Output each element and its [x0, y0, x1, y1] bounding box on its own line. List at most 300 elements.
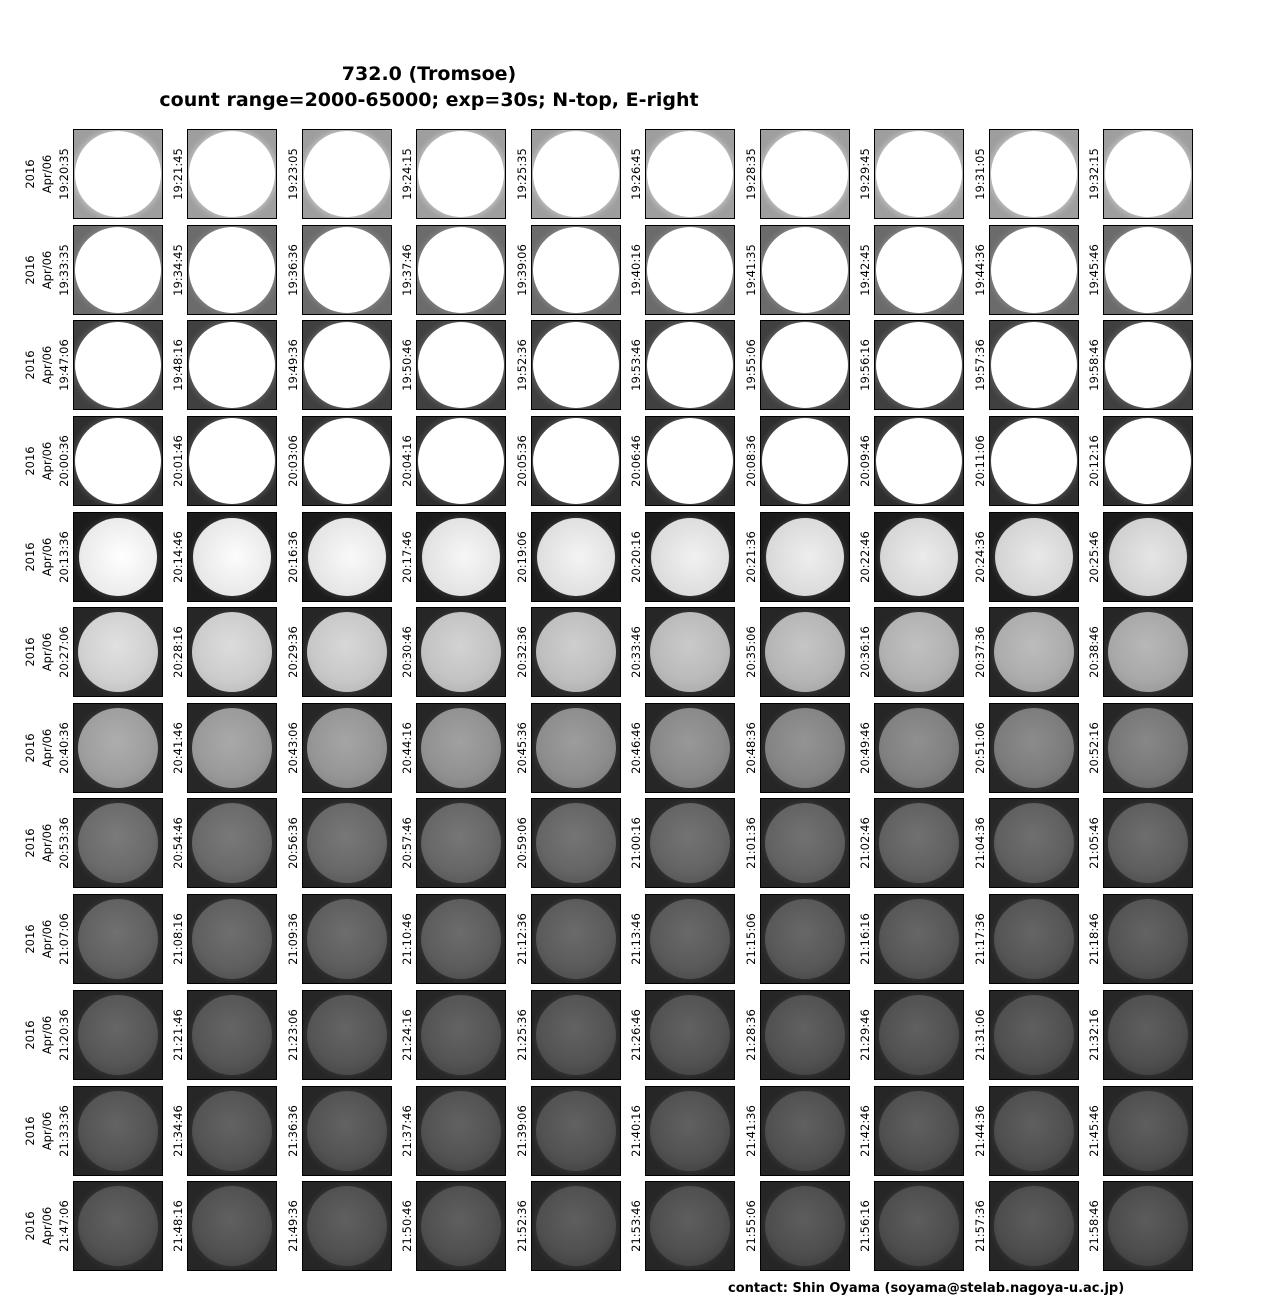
allsky-image [73, 607, 163, 697]
allsky-image [73, 416, 163, 506]
time-label: 19:48:16 [171, 339, 185, 391]
sky-disc [307, 995, 387, 1075]
time-label: 21:18:46 [1087, 913, 1101, 965]
time-label: 21:01:36 [744, 817, 758, 869]
time-label: 20:41:46 [171, 722, 185, 774]
sky-disc [189, 322, 275, 408]
allsky-image [416, 703, 506, 793]
time-label: 20:59:06 [515, 817, 529, 869]
allsky-image [874, 416, 964, 506]
allsky-image [302, 1181, 392, 1271]
allsky-image [989, 1086, 1079, 1176]
allsky-image [989, 129, 1079, 219]
time-label: 19:33:35 [57, 244, 71, 296]
sky-disc [647, 227, 733, 313]
time-label: 21:28:36 [744, 1009, 758, 1061]
contact-footer: contact: Shin Oyama (soyama@stelab.nagoya-u.ac.jp) [728, 1281, 1125, 1296]
time-label: 20:35:06 [744, 626, 758, 678]
allsky-image [73, 990, 163, 1080]
allsky-image [874, 320, 964, 410]
sky-disc [307, 1091, 387, 1171]
allsky-image [1103, 894, 1193, 984]
allsky-image [874, 607, 964, 697]
sky-disc [78, 1186, 158, 1266]
allsky-image [760, 607, 850, 697]
sky-disc [307, 612, 387, 692]
allsky-image [531, 990, 621, 1080]
time-label: 20:45:36 [515, 722, 529, 774]
time-label: 21:21:46 [171, 1009, 185, 1061]
sky-disc [79, 518, 157, 596]
sky-disc [421, 995, 501, 1075]
sky-disc [762, 227, 848, 313]
allsky-image [760, 225, 850, 315]
allsky-image [187, 129, 277, 219]
allsky-image [1103, 798, 1193, 888]
sky-disc [1108, 1091, 1188, 1171]
date-label: Apr/06 [40, 728, 54, 768]
time-label: 20:27:06 [57, 626, 71, 678]
sky-disc [78, 995, 158, 1075]
sky-disc [991, 418, 1077, 504]
year-label: 2016 [23, 255, 37, 285]
allsky-image [73, 512, 163, 602]
allsky-image [302, 225, 392, 315]
allsky-image [874, 990, 964, 1080]
allsky-image [874, 129, 964, 219]
sky-disc [307, 899, 387, 979]
allsky-image [73, 1086, 163, 1176]
year-label: 2016 [23, 542, 37, 572]
allsky-image [531, 798, 621, 888]
allsky-image [760, 894, 850, 984]
time-label: 21:49:36 [286, 1200, 300, 1252]
sky-disc [192, 803, 272, 883]
time-label: 21:32:16 [1087, 1009, 1101, 1061]
allsky-image [989, 225, 1079, 315]
allsky-image [874, 703, 964, 793]
sky-disc [994, 1186, 1074, 1266]
time-label: 20:56:36 [286, 817, 300, 869]
sky-disc [1108, 995, 1188, 1075]
sky-disc [651, 518, 729, 596]
allsky-image [73, 320, 163, 410]
date-label: Apr/06 [40, 1015, 54, 1055]
sky-disc [192, 1091, 272, 1171]
allsky-image [1103, 990, 1193, 1080]
sky-disc [765, 1186, 845, 1266]
sky-disc [1108, 899, 1188, 979]
allsky-image [645, 1086, 735, 1176]
sky-disc [994, 899, 1074, 979]
sky-disc [536, 995, 616, 1075]
year-label: 2016 [23, 446, 37, 476]
allsky-image [73, 1181, 163, 1271]
time-label: 21:33:36 [57, 1105, 71, 1157]
time-label: 21:48:16 [171, 1200, 185, 1252]
date-label: Apr/06 [40, 250, 54, 290]
time-label: 19:28:35 [744, 148, 758, 200]
sky-disc [879, 995, 959, 1075]
sky-disc [880, 518, 958, 596]
allsky-image [760, 416, 850, 506]
sky-disc [1108, 1186, 1188, 1266]
allsky-image [187, 416, 277, 506]
sky-disc [75, 227, 161, 313]
allsky-image [302, 512, 392, 602]
time-label: 21:20:36 [57, 1009, 71, 1061]
allsky-image [760, 990, 850, 1080]
time-label: 20:37:36 [973, 626, 987, 678]
time-label: 20:04:16 [400, 435, 414, 487]
time-label: 20:16:36 [286, 531, 300, 583]
sky-disc [533, 227, 619, 313]
sky-disc [307, 1186, 387, 1266]
sky-disc [650, 708, 730, 788]
time-label: 20:21:36 [744, 531, 758, 583]
time-label: 21:05:46 [1087, 817, 1101, 869]
allsky-image [187, 320, 277, 410]
allsky-image [645, 416, 735, 506]
allsky-image [989, 320, 1079, 410]
sky-disc [192, 995, 272, 1075]
sky-disc [650, 803, 730, 883]
sky-disc [762, 322, 848, 408]
sky-disc [308, 518, 386, 596]
sky-disc [994, 1091, 1074, 1171]
sky-disc [75, 418, 161, 504]
time-label: 20:48:36 [744, 722, 758, 774]
time-label: 19:32:15 [1087, 148, 1101, 200]
allsky-image [1103, 703, 1193, 793]
date-label: Apr/06 [40, 823, 54, 863]
time-label: 21:17:36 [973, 913, 987, 965]
allsky-image [73, 225, 163, 315]
time-label: 20:43:06 [286, 722, 300, 774]
time-label: 19:45:46 [1087, 244, 1101, 296]
date-label: Apr/06 [40, 1206, 54, 1246]
time-label: 20:12:16 [1087, 435, 1101, 487]
time-label: 20:30:46 [400, 626, 414, 678]
sky-disc [765, 899, 845, 979]
sky-disc [650, 612, 730, 692]
time-label: 21:12:36 [515, 913, 529, 965]
allsky-image [989, 798, 1079, 888]
time-label: 19:40:16 [629, 244, 643, 296]
sky-disc [536, 612, 616, 692]
sky-disc [994, 995, 1074, 1075]
allsky-image [416, 320, 506, 410]
sky-disc [75, 322, 161, 408]
time-label: 19:56:16 [858, 339, 872, 391]
sky-disc [762, 418, 848, 504]
allsky-image [645, 512, 735, 602]
allsky-image [302, 416, 392, 506]
time-label: 20:25:46 [1087, 531, 1101, 583]
sky-disc [994, 612, 1074, 692]
allsky-image [531, 703, 621, 793]
time-label: 20:11:06 [973, 435, 987, 487]
allsky-image [760, 512, 850, 602]
allsky-image [73, 894, 163, 984]
sky-disc [78, 708, 158, 788]
sky-disc [994, 708, 1074, 788]
year-label: 2016 [23, 828, 37, 858]
sky-disc [192, 612, 272, 692]
allsky-image [187, 1181, 277, 1271]
sky-disc [533, 322, 619, 408]
time-label: 20:08:36 [744, 435, 758, 487]
time-label: 21:55:06 [744, 1200, 758, 1252]
year-label: 2016 [23, 1020, 37, 1050]
allsky-image [416, 894, 506, 984]
allsky-image [302, 129, 392, 219]
sky-disc [192, 899, 272, 979]
time-label: 21:25:36 [515, 1009, 529, 1061]
allsky-image [187, 1086, 277, 1176]
sky-disc [647, 418, 733, 504]
sky-disc [192, 708, 272, 788]
sky-disc [650, 995, 730, 1075]
sky-disc [304, 131, 390, 217]
allsky-image [874, 225, 964, 315]
time-label: 21:29:46 [858, 1009, 872, 1061]
year-label: 2016 [23, 924, 37, 954]
time-label: 21:44:36 [973, 1105, 987, 1157]
date-label: Apr/06 [40, 919, 54, 959]
time-label: 21:31:06 [973, 1009, 987, 1061]
sky-disc [879, 1186, 959, 1266]
allsky-image [416, 512, 506, 602]
date-label: Apr/06 [40, 441, 54, 481]
time-label: 19:36:36 [286, 244, 300, 296]
sky-disc [536, 803, 616, 883]
sky-disc [421, 899, 501, 979]
sky-disc [304, 322, 390, 408]
time-label: 21:02:46 [858, 817, 872, 869]
time-label: 19:42:45 [858, 244, 872, 296]
time-label: 20:13:36 [57, 531, 71, 583]
time-label: 20:09:46 [858, 435, 872, 487]
year-label: 2016 [23, 350, 37, 380]
date-label: Apr/06 [40, 537, 54, 577]
sky-disc [650, 1186, 730, 1266]
year-label: 2016 [23, 1116, 37, 1146]
allsky-image [1103, 225, 1193, 315]
time-label: 20:36:16 [858, 626, 872, 678]
allsky-image [1103, 129, 1193, 219]
allsky-image [1103, 320, 1193, 410]
time-label: 21:07:06 [57, 913, 71, 965]
time-label: 19:49:36 [286, 339, 300, 391]
sky-disc [533, 131, 619, 217]
year-label: 2016 [23, 637, 37, 667]
time-label: 19:41:35 [744, 244, 758, 296]
time-label: 21:53:46 [629, 1200, 643, 1252]
time-label: 21:36:36 [286, 1105, 300, 1157]
allsky-image [302, 798, 392, 888]
time-label: 19:52:36 [515, 339, 529, 391]
time-label: 21:16:16 [858, 913, 872, 965]
allsky-image [645, 607, 735, 697]
sky-disc [1105, 227, 1191, 313]
time-label: 20:49:46 [858, 722, 872, 774]
sky-disc [422, 518, 500, 596]
date-label: Apr/06 [40, 154, 54, 194]
time-label: 19:37:46 [400, 244, 414, 296]
allsky-image [416, 129, 506, 219]
allsky-image [874, 1086, 964, 1176]
sky-disc [1108, 708, 1188, 788]
sky-disc [765, 708, 845, 788]
chart-title: 732.0 (Tromsoe) [341, 63, 517, 85]
sky-disc [304, 227, 390, 313]
sky-disc [418, 227, 504, 313]
time-label: 21:24:16 [400, 1009, 414, 1061]
time-label: 19:26:45 [629, 148, 643, 200]
allsky-image [531, 225, 621, 315]
time-label: 21:10:46 [400, 913, 414, 965]
time-label: 19:31:05 [973, 148, 987, 200]
allsky-image [1103, 512, 1193, 602]
date-label: Apr/06 [40, 632, 54, 672]
time-label: 21:45:46 [1087, 1105, 1101, 1157]
allsky-image [531, 894, 621, 984]
allsky-image [531, 416, 621, 506]
sky-disc [536, 1091, 616, 1171]
sky-disc [537, 518, 615, 596]
sky-disc [1105, 131, 1191, 217]
allsky-image [531, 129, 621, 219]
allsky-image [416, 798, 506, 888]
allsky-image [1103, 607, 1193, 697]
sky-disc [879, 803, 959, 883]
allsky-image [416, 990, 506, 1080]
sky-disc [536, 708, 616, 788]
sky-disc [418, 131, 504, 217]
time-label: 19:39:06 [515, 244, 529, 296]
time-label: 20:53:36 [57, 817, 71, 869]
sky-disc [650, 899, 730, 979]
time-label: 21:13:46 [629, 913, 643, 965]
allsky-image [760, 320, 850, 410]
allsky-image [416, 1181, 506, 1271]
sky-disc [533, 418, 619, 504]
chart-subtitle: count range=2000-65000; exp=30s; N-top, E-right [159, 89, 699, 111]
time-label: 21:09:36 [286, 913, 300, 965]
allsky-image [989, 607, 1079, 697]
time-label: 19:47:06 [57, 339, 71, 391]
sky-disc [995, 518, 1073, 596]
allsky-image [302, 1086, 392, 1176]
sky-disc [766, 518, 844, 596]
time-label: 20:01:46 [171, 435, 185, 487]
sky-disc [1108, 612, 1188, 692]
sky-disc [307, 708, 387, 788]
time-label: 20:24:36 [973, 531, 987, 583]
time-label: 20:29:36 [286, 626, 300, 678]
sky-disc [307, 803, 387, 883]
allsky-image [302, 320, 392, 410]
allsky-image [302, 703, 392, 793]
time-label: 19:24:15 [400, 148, 414, 200]
sky-disc [1105, 322, 1191, 408]
allsky-image [645, 798, 735, 888]
sky-disc [762, 131, 848, 217]
time-label: 19:25:35 [515, 148, 529, 200]
time-label: 20:32:36 [515, 626, 529, 678]
time-label: 20:14:46 [171, 531, 185, 583]
sky-disc [765, 612, 845, 692]
allsky-image [645, 129, 735, 219]
time-label: 20:38:46 [1087, 626, 1101, 678]
sky-disc [991, 322, 1077, 408]
time-label: 21:40:16 [629, 1105, 643, 1157]
allsky-image [531, 1181, 621, 1271]
time-label: 19:29:45 [858, 148, 872, 200]
sky-disc [421, 612, 501, 692]
time-label: 21:00:16 [629, 817, 643, 869]
allsky-image [187, 798, 277, 888]
time-label: 20:28:16 [171, 626, 185, 678]
sky-disc [78, 899, 158, 979]
time-label: 21:56:16 [858, 1200, 872, 1252]
allsky-image [73, 798, 163, 888]
time-label: 19:53:46 [629, 339, 643, 391]
allsky-image [760, 703, 850, 793]
allsky-image [187, 703, 277, 793]
allsky-image [531, 607, 621, 697]
sky-disc [421, 1091, 501, 1171]
time-label: 21:34:46 [171, 1105, 185, 1157]
sky-disc [991, 227, 1077, 313]
year-label: 2016 [23, 733, 37, 763]
sky-disc [189, 131, 275, 217]
time-label: 19:34:45 [171, 244, 185, 296]
time-label: 20:00:36 [57, 435, 71, 487]
time-label: 21:42:46 [858, 1105, 872, 1157]
sky-disc [765, 1091, 845, 1171]
date-label: Apr/06 [40, 345, 54, 385]
sky-disc [1105, 418, 1191, 504]
allsky-image [760, 1181, 850, 1271]
allsky-image [531, 512, 621, 602]
sky-disc [991, 131, 1077, 217]
sky-disc [879, 1091, 959, 1171]
time-label: 21:23:06 [286, 1009, 300, 1061]
time-label: 20:19:06 [515, 531, 529, 583]
time-label: 19:21:45 [171, 148, 185, 200]
allsky-image [1103, 416, 1193, 506]
time-label: 20:22:46 [858, 531, 872, 583]
allsky-image [187, 990, 277, 1080]
sky-disc [78, 1091, 158, 1171]
time-label: 21:26:46 [629, 1009, 643, 1061]
time-label: 20:05:36 [515, 435, 529, 487]
allsky-image [187, 225, 277, 315]
allsky-image [989, 1181, 1079, 1271]
time-label: 19:20:35 [57, 148, 71, 200]
time-label: 19:50:46 [400, 339, 414, 391]
sky-disc [876, 418, 962, 504]
year-label: 2016 [23, 1211, 37, 1241]
time-label: 19:23:05 [286, 148, 300, 200]
time-label: 19:55:06 [744, 339, 758, 391]
sky-disc [650, 1091, 730, 1171]
allsky-image [187, 607, 277, 697]
sky-disc [421, 1186, 501, 1266]
time-label: 20:40:36 [57, 722, 71, 774]
